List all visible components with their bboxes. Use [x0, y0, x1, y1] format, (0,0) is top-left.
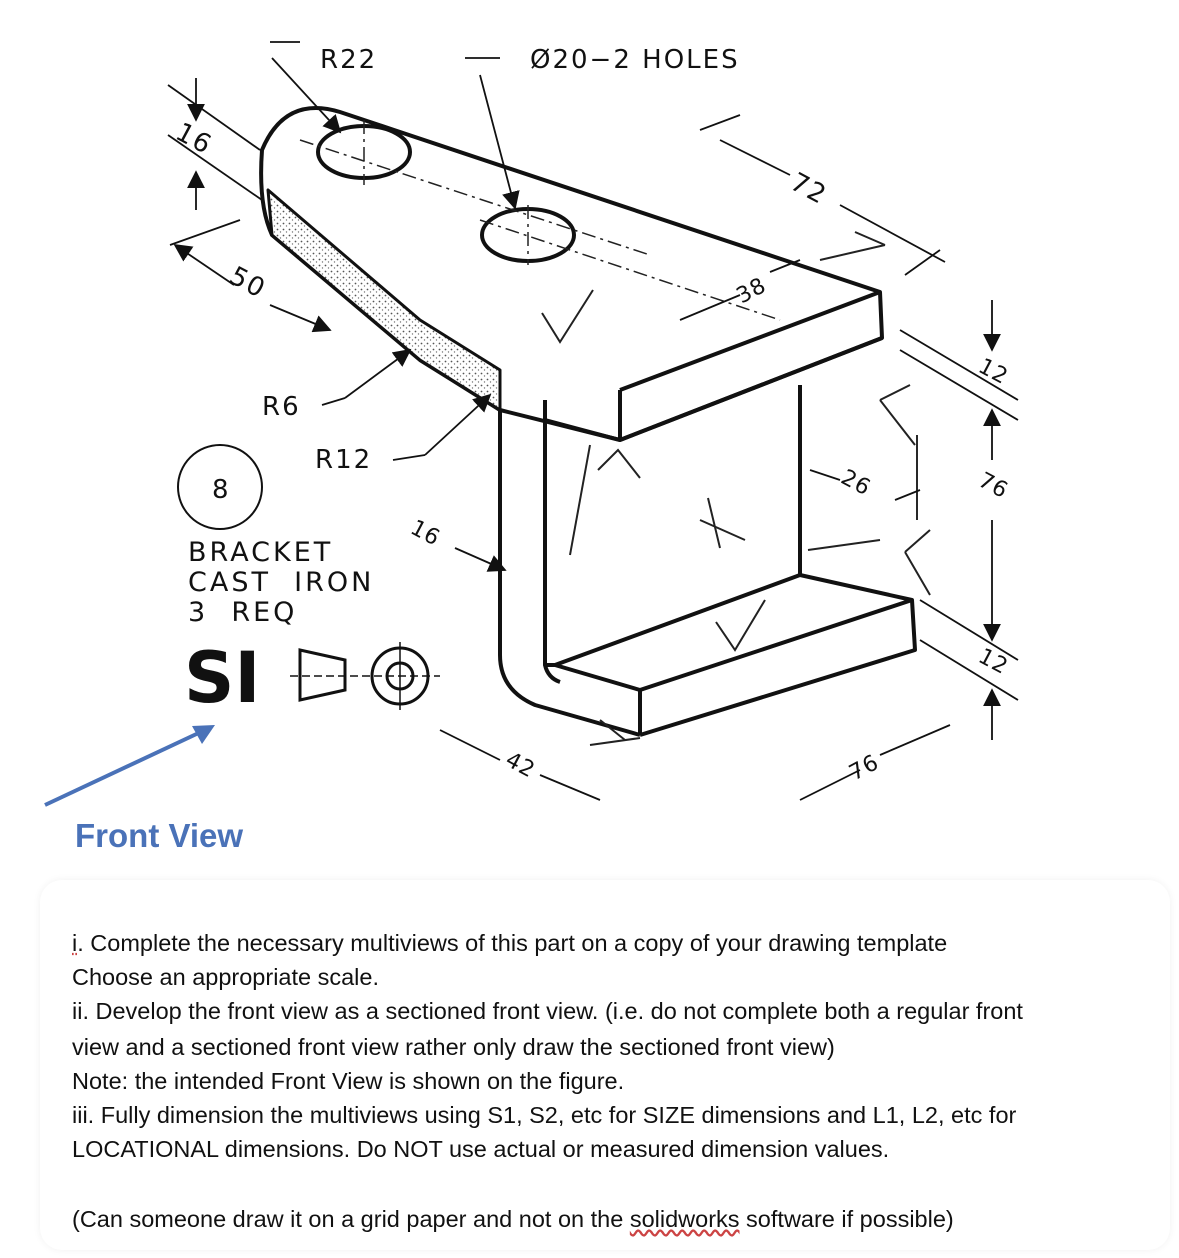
- dim-12-bottom: 12: [974, 643, 1013, 681]
- instruction-line-8: [72, 1206, 954, 1233]
- dim-76-right: 76: [974, 467, 1013, 505]
- front-view-arrow: [45, 725, 215, 805]
- instruction-line-4: view and a sectioned front view rather only draw the sectioned front view): [72, 1034, 835, 1060]
- projection-symbol-icon: [290, 642, 440, 710]
- dim-holes: Ø20−2 HOLES: [530, 45, 740, 75]
- dim-r12: R12: [315, 445, 373, 475]
- balloon-number: 8: [212, 475, 231, 505]
- dim-16-top: 16: [170, 117, 218, 162]
- si-units-mark: SI: [184, 637, 261, 719]
- title-block: [188, 538, 374, 628]
- instructions-panel: [40, 880, 1170, 1250]
- title-line-material: CAST IRON: [188, 567, 375, 598]
- instruction-line-8-after: software if possible): [739, 1206, 954, 1232]
- dim-16-mid: 16: [406, 515, 445, 552]
- instruction-line-8-before: (Can someone draw it on a grid paper and not on the: [72, 1206, 630, 1232]
- dim-76-bottom: 76: [845, 750, 884, 787]
- instruction-line-3: ii. Develop the front view as a sectioned front view. (i.e. do not complete both a regular front: [72, 998, 1023, 1024]
- instruction-line-7: LOCATIONAL dimensions. Do NOT use actual or measured dimension values.: [72, 1136, 890, 1162]
- dim-26: 26: [836, 465, 875, 502]
- instruction-line-6: iii. Fully dimension the multiviews using S1, S2, etc for SIZE dimensions and L1, L2, etc for: [72, 1102, 1017, 1128]
- dim-12-top: 12: [974, 353, 1013, 391]
- title-line-quantity: 3 REQ: [188, 597, 298, 628]
- dim-38: 38: [732, 273, 771, 310]
- dim-42: 42: [501, 747, 540, 784]
- dim-r6: R6: [262, 392, 301, 422]
- instruction-line-8-software: solidworks: [629, 1206, 740, 1232]
- title-line-part-name: BRACKET: [188, 537, 334, 568]
- instruction-line-2: Choose an appropriate scale.: [72, 964, 380, 990]
- front-view-label: Front View: [75, 817, 244, 854]
- dim-50: 50: [224, 261, 272, 306]
- dim-72: 72: [785, 167, 833, 212]
- instruction-line-1-rest: . Complete the necessary multiviews of this part on a copy of your drawing template: [77, 930, 948, 956]
- instruction-line-1-prefix: i: [72, 930, 78, 956]
- dim-r22: R22: [320, 45, 378, 75]
- part-number-balloon: [178, 445, 262, 529]
- instruction-line-5: Note: the intended Front View is shown on the figure.: [72, 1068, 625, 1094]
- instruction-line-1: [72, 930, 947, 957]
